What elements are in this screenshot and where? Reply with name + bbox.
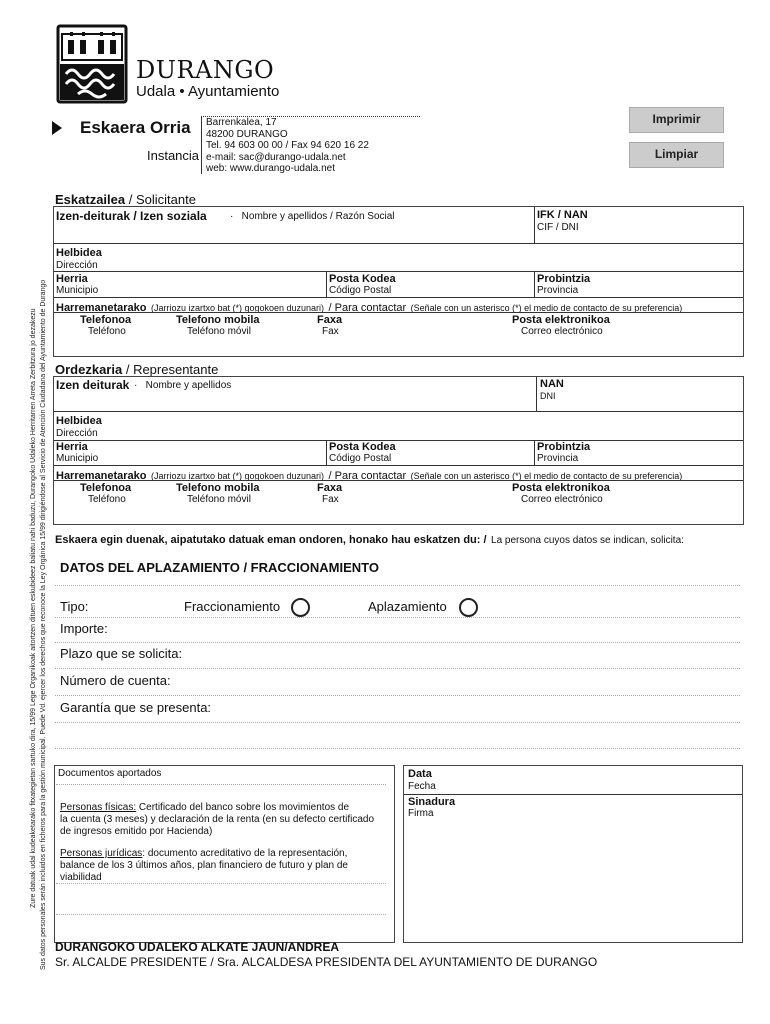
contact-label-es: / Para contactar [328,302,407,314]
fisicas-text-3: de ingresos emitido por Hacienda) [60,826,213,837]
rep-name-label-es: · Nombre y apellidos [134,380,232,391]
applicant-name-label-eu: Izen-deiturak / Izen soziala [56,209,207,223]
org-name: DURANGO [136,56,275,84]
rep-contact-note-eu: (Jarriozu izartxo bat (*) gogokoen duzunari) [150,471,325,481]
clear-button[interactable]: Limpiar [629,142,724,168]
divider [55,722,740,723]
rep-zip-label-es: Código Postal [329,453,392,464]
rep-prov-label-es: Provincia [537,453,579,464]
applicant-prov-label-eu: Probintzia [537,273,591,285]
address-block [206,117,369,175]
importe-label: Importe: [60,621,108,636]
garantia-field[interactable] [216,699,720,717]
email-label-eu: Posta elektronikoa [512,314,610,326]
cuenta-label: Número de cuenta: [60,673,171,688]
tipo-label: Tipo: [60,599,89,614]
rep-address-label-eu: Helbidea [56,415,102,427]
applicant-name-label-es-text: Nombre y apellidos / Razón Social [241,211,395,222]
privacy-notice-eu: Zure datuak udal kudeaketarako fitxategietan sartuko dira, 15/99 Lege Organikoak aitortzen dituen eskubideez baliatu nahi baduzu, Durangoko Udaleko Herritarren Arreta Zerbitzura jo dezakezu [30,308,37,908]
email-label-es: Correo electrónico [521,326,603,337]
rep-town-label-es: Municipio [56,453,99,464]
fax-label-es: Fax [322,326,339,337]
date-sign-box [403,765,743,943]
privacy-notice-es: Sus datos personales serán incluidos en ficheros para la gestión municipal. Puede Vd. ejercer los derechos que reconoce la Ley Orgánica 15/99 dirigiéndose al Servicio de Atención Ciudadana del Ayuntamiento de Durango [40,279,47,970]
divider [54,243,743,244]
rep-mobile-label-eu: Telefono mobila [176,482,260,494]
rep-name-field[interactable] [56,393,528,409]
applicant-prov-label-es: Provincia [537,285,579,296]
date-field[interactable] [450,768,730,790]
signature-label-es: Firma [408,808,434,819]
contact-note-es: (Señale con un asterisco (*) el medio de contacto de su preferencia) [410,303,683,313]
documents-title: Documentos aportados [58,768,162,779]
divider [56,883,386,884]
rep-email-label-es: Correo electrónico [521,494,603,505]
rep-heading-eu: Ordezkaria [55,362,123,377]
signature-label-eu: Sinadura [408,796,456,808]
option-aplazamiento-radio[interactable] [459,598,478,617]
durango-coat-of-arms-logo [56,24,128,104]
divider [326,271,327,297]
address-line: 48200 DURANGO [206,128,288,140]
date-label-es: Fecha [408,781,436,792]
fax-label-eu: Faxa [317,314,343,326]
rep-prov-label-eu: Probintzia [537,441,591,453]
footer-addressee-es: Sr. ALCALDE PRESIDENTE / Sra. ALCALDESA PRESIDENTA DEL AYUNTAMIENTO DE DURANGO [55,955,598,969]
rep-contact-label-es: / Para contactar [328,470,407,482]
rep-id-label-es: DNI [540,391,556,401]
divider [536,377,537,411]
section-title: DATOS DEL APLAZAMIENTO / FRACCIONAMIENTO [60,560,379,575]
rep-heading-es: Representante [133,362,219,377]
juridicas-text-1: : documento acreditativo de la representación, [142,848,348,859]
rep-email-label-eu: Posta elektronikoa [512,482,610,494]
applicant-heading-es: Solicitante [135,192,196,207]
garantia-label: Garantía que se presenta: [60,700,212,715]
org-subtitle: Udala • Ayuntamiento [136,83,280,100]
importe-field[interactable] [120,620,720,638]
divider [54,440,743,441]
option-fraccionamiento-label: Fraccionamiento [184,599,281,614]
request-line [55,530,684,548]
form-title-eu: Eskaera Orria [80,118,191,137]
divider [54,271,743,272]
applicant-heading-eu: Eskatzailea [55,192,126,207]
divider [55,585,740,586]
contact-label-eu: Harremanetarako [56,302,147,314]
address-line: Barrenkalea, 17 [206,117,277,128]
option-aplazamiento-label: Aplazamiento [368,599,447,614]
footer-addressee-eu: DURANGOKO UDALEKO ALKATE JAUN/ANDREA [55,940,339,954]
documents-fisicas [60,802,390,838]
phone-label-es: Teléfono [88,326,126,337]
address-line: web: www.durango-udala.net [206,163,335,174]
divider [55,748,740,749]
plazo-label: Plazo que se solicita: [60,646,183,661]
applicant-town-label-eu: Herria [56,273,88,285]
header-divider [201,116,202,174]
mobile-label-es: Teléfono móvil [187,326,251,337]
applicant-name-field[interactable] [56,224,526,240]
applicant-zip-label-es: Código Postal [329,285,392,296]
rep-mobile-label-es: Teléfono móvil [187,494,251,505]
rep-id-label-eu: NAN [540,378,564,390]
divider [55,668,740,669]
date-label-eu: Data [408,768,432,780]
divider [534,207,535,243]
divider [55,617,740,618]
fisicas-text-2: la cuenta (3 meses) y declaración de la renta (en su defecto certificado [60,814,375,825]
request-line-es: La persona cuyos datos se indican, solicita: [491,535,684,546]
phone-label-eu: Telefonoa [80,314,132,326]
juridicas-label: Personas jurídicas [60,848,143,859]
cuenta-field[interactable] [180,672,720,690]
applicant-id-label-eu: IFK / NAN [537,209,588,221]
rep-zip-label-eu: Posta Kodea [329,441,396,453]
divider [534,440,535,465]
fisicas-label: Personas físicas: [60,802,137,813]
representative-heading: Ordezkaria / Representante [55,362,219,377]
rep-fax-label-es: Fax [322,494,339,505]
documents-juridicas [60,848,390,884]
applicant-town-label-es: Municipio [56,285,99,296]
divider [55,695,740,696]
divider [56,784,386,785]
divider [54,312,743,313]
juridicas-text-2: balance de los 3 últimos años, plan financiero de futuro y plan de [60,860,348,871]
divider [326,440,327,465]
applicant-zip-label-eu: Posta Kodea [329,273,396,285]
divider [56,914,386,915]
divider [404,794,742,795]
arrow-right-icon [52,121,62,135]
request-line-eu: Eskaera egin duenak, aipatutako datuak eman ondoren, honako hau eskatzen du: / [55,534,487,546]
divider [534,271,535,297]
applicant-address-label-eu: Helbidea [56,247,102,259]
contact-note-eu: (Jarriozu izartxo bat (*) gogokoen duzunari) [150,303,325,313]
rep-phone-label-es: Teléfono [88,494,126,505]
rep-fax-label-eu: Faxa [317,482,343,494]
address-line: e-mail: sac@durango-udala.net [206,151,346,163]
applicant-name-label-es: · Nombre y apellidos / Razón Social [230,211,395,222]
applicant-address-label-es: Dirección [56,260,98,271]
divider [54,411,743,412]
applicant-id-label-es: CIF / DNI [537,222,579,233]
rep-name-label-es-text: Nombre y apellidos [145,380,232,391]
mobile-label-eu: Telefono mobila [176,314,260,326]
rep-contact-note-es: (Señale con un asterisco (*) el medio de contacto de su preferencia) [410,471,683,481]
divider [54,480,743,481]
fisicas-text-1: Certificado del banco sobre los movimientos de [136,802,350,813]
form-title-es: Instancia [147,148,200,163]
divider [55,642,740,643]
rep-town-label-eu: Herria [56,441,88,453]
print-button[interactable]: Imprimir [629,107,724,133]
juridicas-text-3: viabilidad [60,872,102,883]
rep-address-label-es: Dirección [56,428,98,439]
plazo-field[interactable] [190,645,720,663]
rep-name-label-eu: Izen deiturak [56,378,130,392]
rep-contact-label-eu: Harremanetarako [56,470,147,482]
rep-phone-label-eu: Telefonoa [80,482,132,494]
applicant-heading: Eskatzailea / Solicitante [55,192,196,207]
option-fraccionamiento-radio[interactable] [291,598,310,617]
address-line: Tel. 94 603 00 00 / Fax 94 620 16 22 [206,140,369,151]
